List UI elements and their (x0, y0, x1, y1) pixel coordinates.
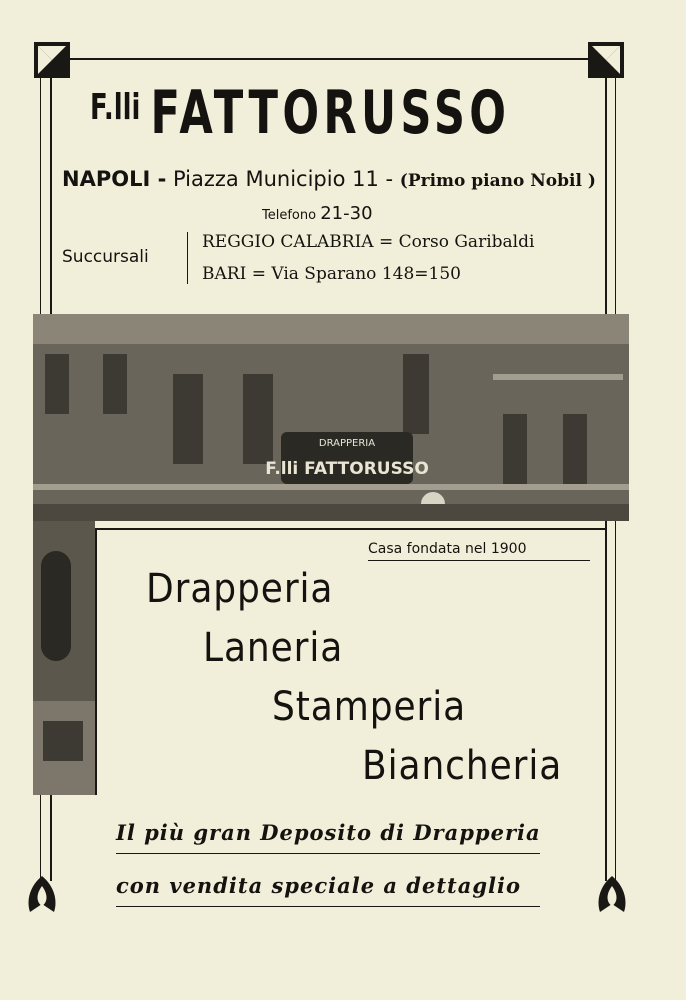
text-box-top-line (95, 528, 605, 530)
product-drapperia: Drapperia (146, 566, 334, 612)
frame-top-line (70, 58, 588, 60)
frame-right-line-bottom (605, 521, 607, 881)
floor-note: (Primo piano Nobil ) (399, 171, 596, 191)
street-photo-strip (33, 521, 95, 795)
frame-right-line-inner (615, 78, 616, 314)
city-name: NAPOLI (62, 167, 151, 191)
founded-underline (368, 560, 590, 561)
tagline-underline (116, 906, 540, 907)
branches-divider (187, 232, 188, 284)
tagline-divider (116, 853, 540, 854)
frame-left-line-inner (40, 78, 41, 314)
branch-address: = Corso Garibaldi (378, 232, 535, 252)
text-box-left-line (95, 528, 97, 795)
frame-right-line-top (605, 78, 607, 314)
phone (262, 203, 373, 224)
tagline-deposit: Il più gran Deposito di Drapperia (116, 820, 541, 845)
corner-ornament-top-right-icon (588, 42, 624, 78)
branches-label: Succursali (62, 247, 149, 267)
product-biancheria: Biancheria (362, 743, 563, 789)
branch-address: = Via Sparano 148=150 (251, 264, 461, 284)
branch-reggio (202, 232, 534, 252)
tulip-ornament-left-icon (22, 872, 62, 918)
storefront-photo (33, 314, 629, 521)
branch-city: BARI (202, 264, 247, 284)
frame-left-line-top (50, 78, 52, 314)
tulip-ornament-right-icon (592, 872, 632, 918)
phone-number: 21-30 (320, 203, 373, 224)
city-dash: - (157, 167, 167, 191)
branch-city: REGGIO CALABRIA (202, 232, 374, 252)
frame-left-line-bottom (40, 795, 41, 881)
product-laneria: Laneria (203, 625, 344, 671)
frame-right-line-bottom-inner (615, 521, 616, 881)
title-prefix: F.lli (90, 87, 141, 128)
founded-note: Casa fondata nel 1900 (368, 541, 527, 557)
sign-top-text: DRAPPERIA (318, 438, 376, 449)
corner-ornament-top-left-icon (34, 42, 70, 78)
title-name: FATTORUSSO (150, 78, 511, 148)
tagline-retail: con vendita speciale a dettaglio (116, 873, 521, 898)
main-address (62, 167, 596, 191)
product-stamperia: Stamperia (272, 684, 467, 730)
branch-bari (202, 264, 461, 284)
sign-main-text: F.lli FATTORUSSO (265, 459, 429, 479)
street-address: Piazza Municipio 11 - (172, 167, 394, 191)
page-title (90, 74, 511, 152)
phone-label: Telefono (262, 208, 317, 223)
frame-left-line-bottom-2 (50, 795, 52, 881)
